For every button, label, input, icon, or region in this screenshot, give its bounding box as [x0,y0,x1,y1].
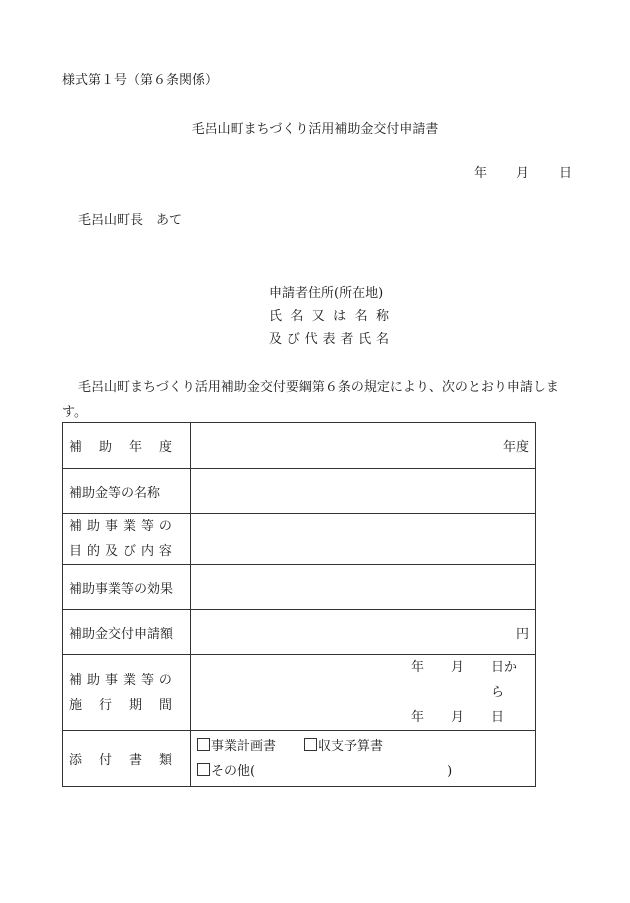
period-start-day: 日から [491,660,518,700]
label-char: 表 [322,332,336,347]
period-label-line1 [69,668,172,693]
label-char: 事 [104,672,118,688]
label-char: 間 [158,697,172,713]
form-number: 様式第１号（第６条関係） [62,73,219,88]
row-purpose [63,514,536,565]
subsidy-name-field[interactable] [191,469,536,514]
label-char: 名 [354,309,368,324]
attachments-line2 [197,759,529,784]
period-start [197,655,529,705]
fiscal-year-label-text [69,436,172,455]
label-char: 氏 [358,332,372,347]
amount-unit: 円 [515,626,529,642]
amount-label-text: 補助金交付申請額 [69,626,174,642]
effect-label-text: 補助事業等の効果 [69,581,174,597]
label-char: 助 [86,519,100,534]
label-char: 名 [375,332,389,347]
period-end-year: 年 [411,710,425,725]
effect-field[interactable] [191,565,536,610]
other-input[interactable] [255,763,447,777]
label-char: 書 [128,753,142,768]
attachments-field [191,731,536,787]
label-char: 期 [128,697,142,713]
period-label-line2 [69,693,172,718]
label-char: び [122,544,136,559]
label-char: の [158,672,172,688]
label-char: 等 [140,672,154,688]
label-char: 及 [104,544,118,559]
other-checkbox[interactable] [197,763,210,776]
label-char: 補 [69,519,83,534]
label-char: 補 [69,672,83,688]
period-field[interactable] [191,655,536,731]
label-char: 行 [98,697,112,713]
purpose-field[interactable] [191,514,536,565]
label-char: 名 [290,309,304,324]
label-char: 氏 [269,309,283,324]
period-start-year: 年 [411,660,425,675]
label-char: 又 [311,309,325,324]
row-fiscal-year [63,423,536,469]
row-subsidy-name [63,469,536,514]
row-attachments [63,731,536,787]
plan-checkbox[interactable] [197,738,210,751]
label-char: 年 [128,440,142,455]
date-year-label: 年 [474,166,488,181]
document-title: 毛呂山町まちづくり活用補助金交付申請書 [191,122,439,137]
period-end-day: 日 [491,710,505,725]
fiscal-year-unit: 年度 [502,440,529,455]
label-char: 目 [69,544,83,559]
label-char: 添 [69,753,83,768]
attachments-label [63,731,191,787]
fiscal-year-label [63,423,191,469]
label-char: 及 [269,332,283,347]
applicant-address-label: 申請者住所(所在地) [269,286,384,301]
row-effect [63,565,536,610]
label-char: 類 [158,753,172,768]
date-month-label: 月 [516,166,530,181]
label-char: 等 [140,519,154,534]
other-close-paren: ) [447,763,453,779]
period-end [197,705,529,730]
label-char: 度 [158,440,172,455]
label-char: 補 [69,440,83,455]
label-char: 施 [69,697,83,713]
other-option-label: その他( [211,763,256,779]
label-char: 助 [98,440,112,455]
attachments-label-text [69,749,172,768]
applicant-name-label [269,309,389,325]
body-text: 毛呂山町まちづくり活用補助金交付要綱第６条の規定により、次のとおり申請します。 [62,380,559,420]
effect-label [63,565,191,610]
amount-label [63,610,191,655]
budget-option-label: 収支予算書 [318,738,384,754]
addressee: 毛呂山町長 あて [78,213,183,228]
purpose-label [63,514,191,565]
fiscal-year-field[interactable] [191,423,536,469]
label-char: 助 [86,672,100,688]
label-char: 業 [122,519,136,534]
subsidy-name-label-text: 補助金等の名称 [69,485,161,501]
row-period [63,655,536,731]
budget-checkbox[interactable] [304,738,317,751]
label-char: の [158,519,172,534]
purpose-label-line1 [69,514,172,539]
label-char: 者 [340,332,354,347]
date-day-label: 日 [559,166,573,181]
label-char: 業 [122,672,136,688]
label-char: 的 [86,544,100,559]
period-start-month: 月 [451,660,465,675]
label-char: 内 [140,544,154,559]
attachments-line1 [197,734,529,759]
label-char: 付 [98,753,112,768]
period-label [63,655,191,731]
application-table [62,422,536,787]
label-char: 容 [158,544,172,559]
label-char: 代 [304,332,318,347]
label-char: び [286,332,300,347]
label-char: 称 [375,309,389,324]
plan-option-label: 事業計画書 [211,738,277,754]
amount-field[interactable] [191,610,536,655]
subsidy-name-label [63,469,191,514]
applicant-representative-label [269,332,389,348]
label-char: は [333,309,347,324]
period-end-month: 月 [451,710,465,725]
row-amount [63,610,536,655]
purpose-label-line2 [69,539,172,564]
date-line [474,166,572,182]
label-char: 事 [104,519,118,534]
